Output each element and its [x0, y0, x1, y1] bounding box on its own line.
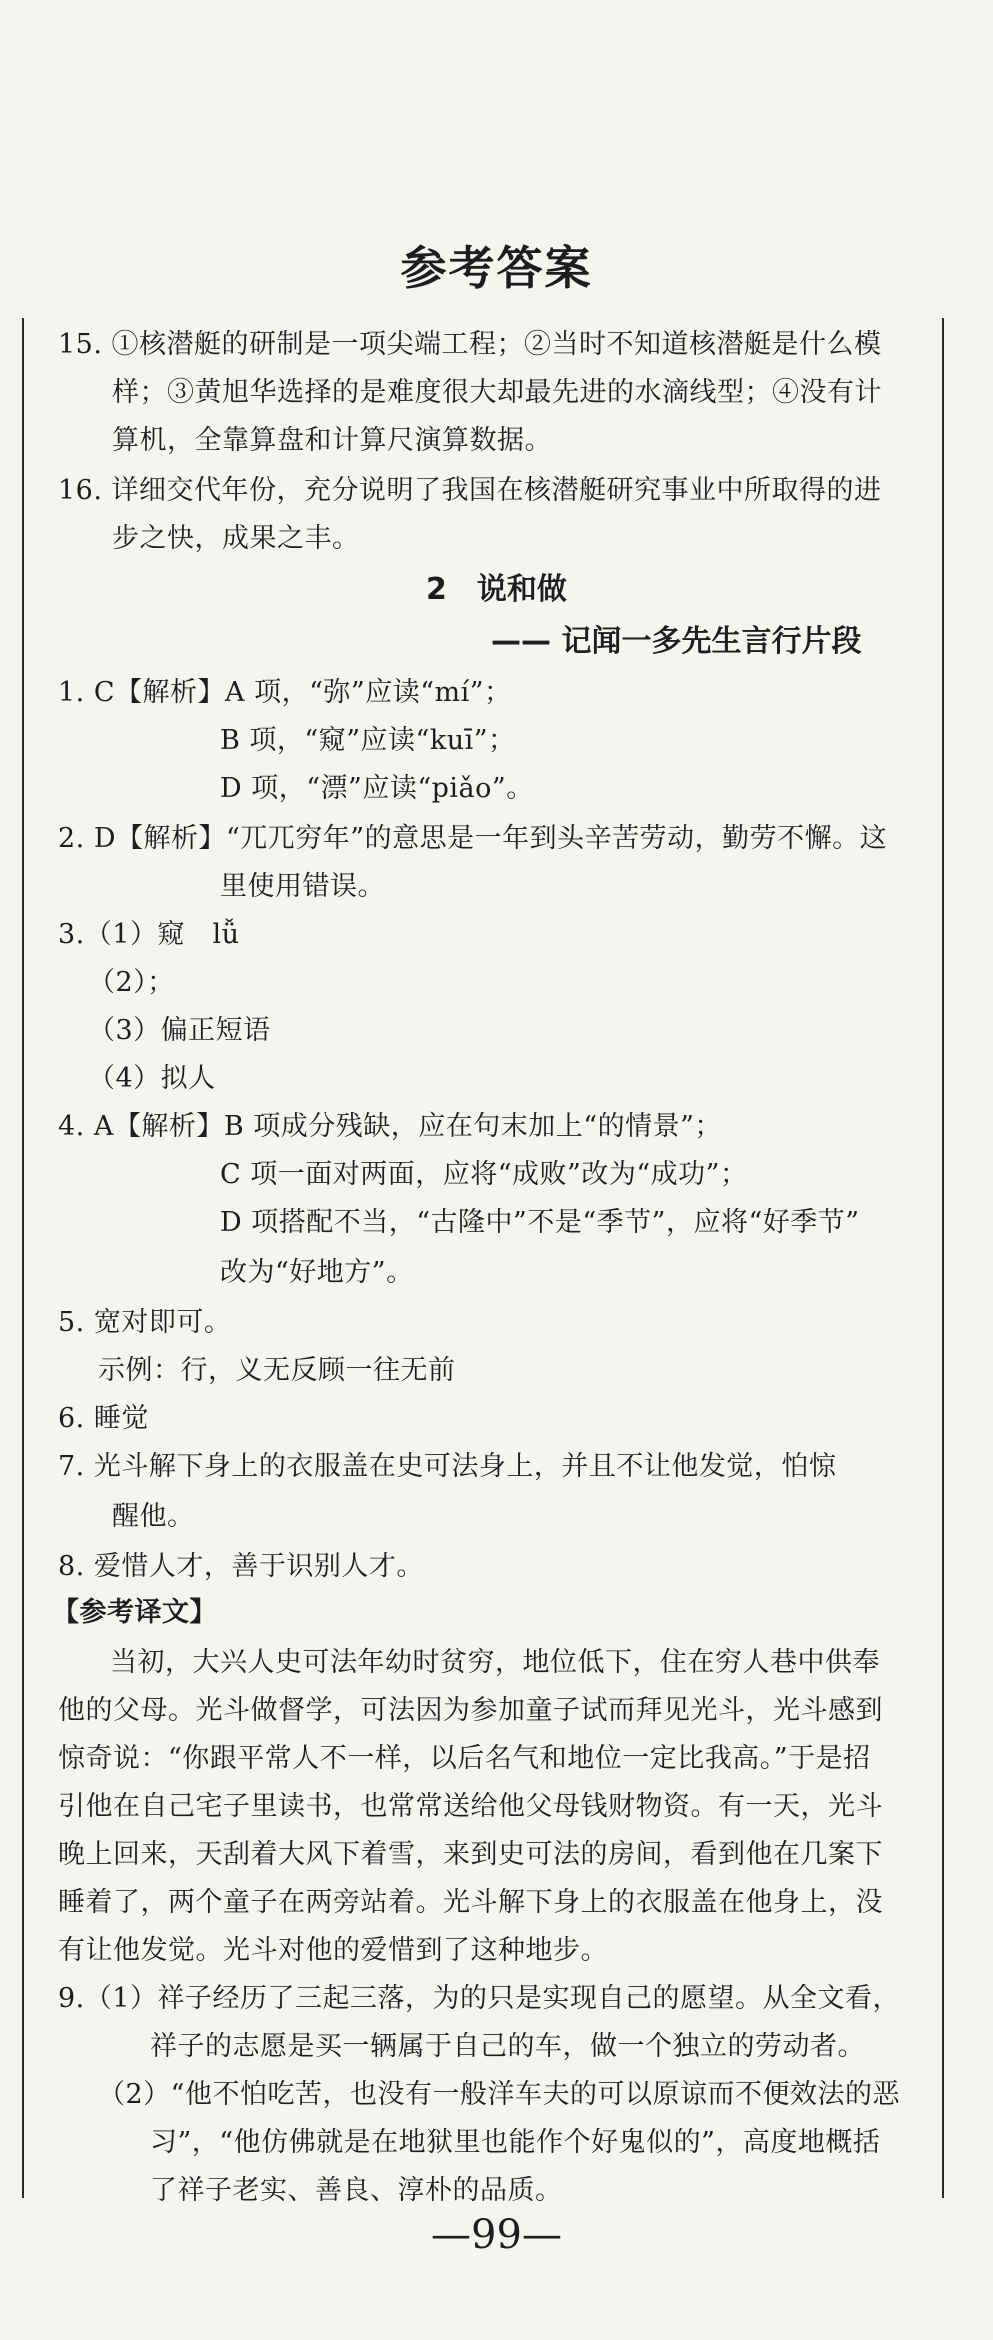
section-subtitle: —— 记闻一多先生言行片段 [491, 624, 862, 659]
translation-line: 晚上回来，天刮着大风下着雪，来到史可法的房间，看到他在几案下 [58, 1839, 883, 1870]
answer-line: 8. 爱惜人才，善于识别人才。 [58, 1551, 424, 1582]
answer-line: 6. 睡觉 [58, 1403, 149, 1434]
page-title: 参考答案 [400, 241, 593, 295]
answer-line: 步之快，成果之丰。 [112, 523, 360, 554]
answer-line: 里使用错误。 [220, 871, 385, 902]
answer-line: C 项一面对两面，应将“成败”改为“成功”； [220, 1159, 748, 1190]
answer-line: 2. D【解析】“兀兀穷年”的意思是一年到头辛苦劳动，勤劳不懈。这 [58, 823, 888, 854]
answer-line: D 项，“漂”应读“piǎo”。 [220, 773, 534, 804]
answer-line: 16. 详细交代年份，充分说明了我国在核潜艇研究事业中所取得的进 [58, 475, 882, 506]
answer-line: 算机，全靠算盘和计算尺演算数据。 [112, 425, 552, 456]
reference-translation-heading: 【参考译文】 [52, 1597, 217, 1628]
answer-line: 习”，“他仿佛就是在地狱里也能作个好鬼似的”，高度地概括 [150, 2127, 881, 2158]
answer-line: （4）拟人 [88, 1063, 216, 1094]
answer-line: 5. 宽对即可。 [58, 1307, 232, 1338]
answer-line: 9.（1）祥子经历了三起三落，为的只是实现自己的愿望。从全文看， [58, 1983, 900, 2014]
answer-line: （2）； [88, 967, 175, 998]
translation-line: 有让他发觉。光斗对他的爱惜到了这种地步。 [58, 1935, 608, 1966]
translation-line: 他的父母。光斗做督学，可法因为参加童子试而拜见光斗，光斗感到 [58, 1695, 883, 1726]
answer-line: 3.（1）窥 lǚ [58, 919, 240, 950]
answer-line: 改为“好地方”。 [220, 1257, 414, 1288]
answer-line: 15. ①核潜艇的研制是一项尖端工程；②当时不知道核潜艇是什么模 [58, 329, 882, 360]
answer-line: 1. C【解析】A 项，“弥”应读“mí”； [58, 677, 512, 708]
section-heading: 2 说和做 [426, 572, 567, 607]
page-number: —99— [431, 2212, 562, 2258]
answer-line: 示例：行，义无反顾一往无前 [98, 1355, 456, 1386]
answer-line: （3）偏正短语 [88, 1015, 271, 1046]
left-margin-rule [22, 318, 24, 2198]
answer-line: 7. 光斗解下身上的衣服盖在史可法身上，并且不让他发觉，怕惊 [58, 1451, 837, 1482]
translation-line: 引他在自己宅子里读书，也常常送给他父母钱财物资。有一天，光斗 [58, 1791, 883, 1822]
answer-line: （2）“他不怕吃苦，也没有一般洋车夫的可以原谅而不便效法的恶 [98, 2079, 900, 2110]
answer-line: B 项，“窥”应读“kuī”； [220, 725, 516, 756]
answer-line: 醒他。 [112, 1501, 195, 1532]
translation-line: 惊奇说：“你跟平常人不一样，以后名气和地位一定比我高。”于是招 [58, 1743, 871, 1774]
answer-line: D 项搭配不当，“古隆中”不是“季节”，应将“好季节” [220, 1207, 860, 1238]
answer-line: 了祥子老实、善良、淳朴的品质。 [150, 2175, 563, 2206]
answer-line: 样；③黄旭华选择的是难度很大却最先进的水滴线型；④没有计 [112, 377, 882, 408]
answer-line: 4. A【解析】B 项成分残缺，应在句末加上“的情景”； [58, 1111, 722, 1142]
translation-line: 睡着了，两个童子在两旁站着。光斗解下身上的衣服盖在他身上，没 [58, 1887, 883, 1918]
answer-line: 祥子的志愿是买一辆属于自己的车，做一个独立的劳动者。 [150, 2031, 865, 2062]
translation-line: 当初，大兴人史可法年幼时贫穷，地位低下，住在穷人巷中供奉 [110, 1647, 880, 1678]
right-margin-rule [942, 318, 944, 2198]
